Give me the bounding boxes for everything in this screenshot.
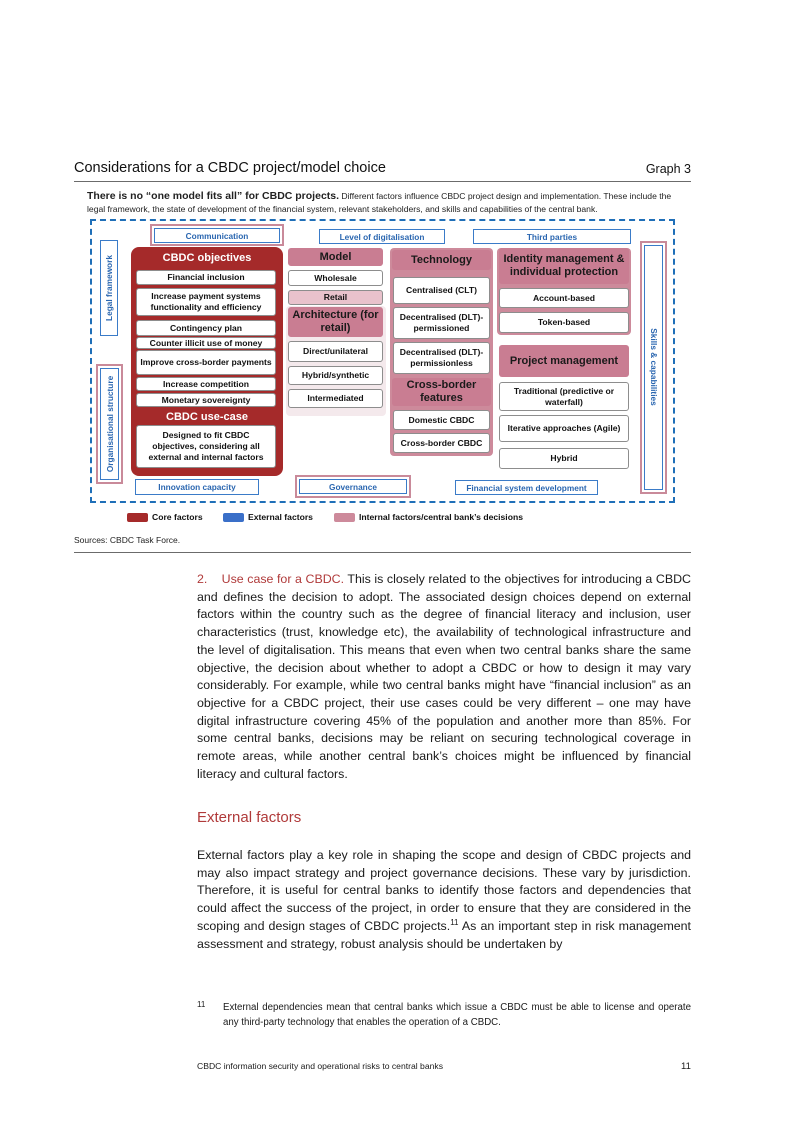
model-retail: Retail bbox=[288, 290, 383, 305]
cross-border-item: Cross-border CBDC bbox=[393, 433, 490, 453]
technology-item: Centralised (CLT) bbox=[393, 277, 490, 304]
identity-item: Account-based bbox=[499, 288, 629, 308]
graph-number: Graph 3 bbox=[645, 162, 691, 176]
ext-communication: Communication bbox=[154, 228, 280, 243]
paragraph-use-case-lead: 2. Use case for a CBDC. bbox=[197, 572, 345, 586]
ext-third-parties: Third parties bbox=[473, 229, 631, 244]
cbdc-use-case-text: Designed to fit CBDC objectives, considering all external and internal factors bbox=[136, 425, 276, 468]
paragraph-external-factors-end: As an important step in risk management assessment and strategy, robust analysis should be undertaken by bbox=[197, 918, 691, 951]
graph-intro bbox=[87, 190, 687, 216]
section-heading-external-factors: External factors bbox=[197, 809, 302, 826]
objective-item: Increase payment systems functionality and efficiency bbox=[136, 288, 276, 316]
identity-item: Token-based bbox=[499, 312, 629, 333]
page-number: 11 bbox=[681, 1061, 691, 1072]
architecture-item: Intermediated bbox=[288, 389, 383, 408]
footnote-text: External dependencies mean that central banks which issue a CBDC must be able to license and operate any third-party technology that enables the operation of a CBDC. bbox=[223, 1002, 691, 1028]
objective-item: Increase competition bbox=[136, 377, 276, 391]
sources-note: Sources: CBDC Task Force. bbox=[74, 535, 181, 545]
technology-heading: Technology bbox=[392, 250, 491, 270]
technology-item: Decentralised (DLT)-permissionless bbox=[393, 342, 490, 374]
architecture-heading: Architecture (for retail) bbox=[288, 307, 383, 337]
legend-external-swatch bbox=[223, 513, 244, 522]
legend-external-label: External factors bbox=[248, 512, 313, 522]
graph-intro-text: Different factors influence CBDC project design and implementation. These include the legal framework, the state of development of the financial system, relevant stakeholders, and skills and capabilities of the central bank. bbox=[87, 191, 672, 214]
project-management-item: Iterative approaches (Agile) bbox=[499, 415, 629, 442]
legend-internal bbox=[334, 512, 523, 522]
top-rule bbox=[74, 181, 691, 182]
objective-item: Financial inclusion bbox=[136, 270, 276, 285]
ext-governance: Governance bbox=[299, 479, 407, 494]
objective-item: Monetary sovereignty bbox=[136, 393, 276, 407]
cbdc-use-case-heading: CBDC use-case bbox=[166, 410, 248, 423]
legend-internal-label: Internal factors/central bank’s decisions bbox=[359, 512, 523, 522]
footer-title: CBDC information security and operational risks to central banks bbox=[197, 1061, 443, 1071]
cross-border-heading: Cross-border features bbox=[392, 378, 491, 406]
paragraph-use-case bbox=[197, 571, 691, 783]
model-wholesale: Wholesale bbox=[288, 270, 383, 286]
legend-internal-swatch bbox=[334, 513, 355, 522]
ext-legal-framework-label: Legal framework bbox=[104, 255, 114, 321]
model-heading: Model bbox=[288, 248, 383, 266]
bottom-rule bbox=[74, 552, 691, 553]
technology-item: Decentralised (DLT)-permissioned bbox=[393, 307, 490, 339]
ext-skills-capabilities-label: Skills & capabilities bbox=[649, 328, 659, 406]
objective-item: Contingency plan bbox=[136, 320, 276, 336]
objective-item: Counter illicit use of money bbox=[136, 337, 276, 349]
project-management-heading: Project management bbox=[499, 345, 629, 377]
footnote-ref[interactable]: 11 bbox=[450, 917, 459, 927]
legend-external bbox=[223, 512, 313, 522]
footnote-number: 11 bbox=[197, 1000, 206, 1009]
objective-item: Improve cross-border payments bbox=[136, 350, 276, 375]
paragraph-use-case-text: This is closely related to the objectives for introducing a CBDC and defines the decision to adopt. The associated design choices depend on external factors within the country such as the degree of financial literacy and inclusion, user characteristics (trust, knowledge etc), the availability of technological infrastructure and the level of digitalisation. This means that even when two central banks share the same objective, the decision about whether to adopt a CBDC or how to design it may vary considerably. For example, while two central banks might have “financial inclusion” as an objective for a CBDC project, their use cases could be very different – one may have digital infrastructure covering 45% of the population and another more than 85%. For some central banks, decisions may be reliant on securing technological coverage in remote areas, while another central bank’s choices might be influenced by financial literacy and cultural factors. bbox=[197, 572, 691, 781]
graph-title: Considerations for a CBDC project/model choice bbox=[74, 160, 386, 176]
cbdc-objectives-heading: CBDC objectives bbox=[162, 251, 252, 264]
legend-core-label: Core factors bbox=[152, 512, 203, 522]
architecture-item: Hybrid/synthetic bbox=[288, 366, 383, 385]
ext-financial-system-development: Financial system development bbox=[455, 480, 598, 495]
architecture-item: Direct/unilateral bbox=[288, 341, 383, 362]
ext-innovation-capacity: Innovation capacity bbox=[135, 479, 259, 495]
ext-level-of-digitalisation: Level of digitalisation bbox=[319, 229, 445, 244]
ext-organisational-structure-label: Organisational structure bbox=[105, 375, 115, 473]
project-management-item: Traditional (predictive or waterfall) bbox=[499, 382, 629, 411]
paragraph-external-factors-text: External factors play a key role in shaping the scope and design of CBDC projects and may also impact strategy and project governance decisions. These vary by jurisdiction. Therefore, it is useful for central banks to identify those factors and dependencies that could affect the success of the project, in order to ensure that they are considered in the scoping and design stages of CBDC projects. bbox=[197, 848, 691, 933]
cross-border-item: Domestic CBDC bbox=[393, 410, 490, 430]
project-management-item: Hybrid bbox=[499, 448, 629, 469]
paragraph-external-factors bbox=[197, 847, 691, 953]
legend-core-swatch bbox=[127, 513, 148, 522]
legend-core bbox=[127, 512, 203, 522]
identity-heading: Identity management & individual protection bbox=[499, 248, 629, 284]
graph-intro-bold: There is no “one model fits all” for CBDC projects. bbox=[87, 190, 340, 202]
